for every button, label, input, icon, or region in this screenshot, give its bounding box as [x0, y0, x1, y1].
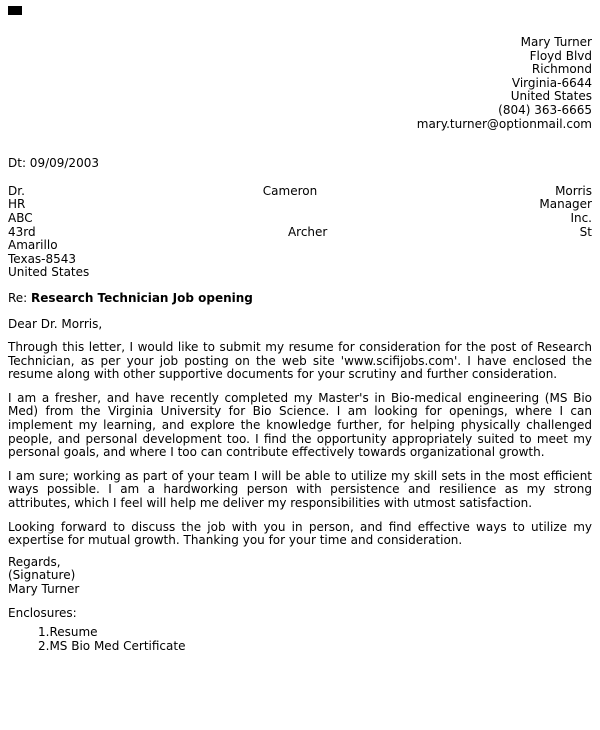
body-paragraph-2: I am a fresher, and have recently completed my Master's in Bio-medical engineering (MS Bio Med) from the Virginia University for Bio Science. I am looking for openings, where I can implement my learning, and explore the knowledge further, for helping physically challenged people, and personal development too. I find the opportunity appropriately suited to meet my personal goals, and where I too can contribute effectively towards organizational growth. [8, 390, 592, 460]
date-line: Dt: 09/09/2003 [8, 156, 99, 171]
recipient-state: Texas-8543 [8, 251, 77, 266]
recipient-city: Amarillo [8, 238, 58, 253]
subject-title: Research Technician Job opening [31, 290, 253, 305]
enclosures-block [8, 607, 592, 654]
sender-street: Floyd Blvd [529, 48, 592, 63]
recipient-dept: HR [8, 197, 26, 212]
salutation: Dear Dr. Morris, [8, 316, 103, 331]
recipient-company: ABC [8, 210, 33, 225]
sender-email: mary.turner@optionmail.com [416, 116, 592, 131]
subject-prefix: Re: [8, 290, 32, 305]
recipient-row-3 [8, 212, 592, 226]
recipient-address-block [8, 185, 592, 280]
recipient-title: Dr. [8, 183, 25, 198]
recipient-row-1 [8, 185, 592, 199]
recipient-street-number: 43rd [8, 224, 36, 239]
recipient-row-2 [8, 198, 592, 212]
recipient-street-name: Archer [287, 224, 328, 239]
sender-city: Richmond [531, 62, 592, 77]
recipient-last-name: Morris [555, 183, 592, 198]
body-paragraph-4: Looking forward to discuss the job with you in person, and find effective ways to utilize my expertise for mutual growth. Thanking you for your time and consideration. [8, 519, 592, 548]
enclosures-list [8, 626, 592, 653]
sender-state: Virginia-6644 [511, 75, 592, 90]
closing-name: Mary Turner [8, 582, 80, 596]
body-paragraph-3: I am sure; working as part of your team I will be able to utilize my skill sets in the most efficient ways possible. I am a hardworking person with persistence and resilience as my strong attributes, which I feel will help me deliver my responsibilities with utmost satisfaction. [8, 468, 592, 511]
enclosure-item-2: 2.MS Bio Med Certificate [38, 638, 186, 653]
subject-line [8, 292, 592, 306]
sender-address-block [8, 36, 592, 131]
corner-artifact-block [8, 6, 22, 15]
enclosures-label: Enclosures: [8, 605, 77, 620]
closing-regards: Regards, [8, 554, 61, 569]
sender-phone: (804) 363-6665 [498, 102, 592, 117]
recipient-role: Manager [539, 197, 592, 212]
closing-signature-placeholder: (Signature) [8, 568, 76, 583]
recipient-street-suffix: St [579, 224, 592, 239]
body-paragraph-1: Through this letter, I would like to submit my resume for consideration for the post of Research Technician, as per your job posting on the web site 'www.scifijobs.com'. I have enclosed the resume along with other supportive documents for your scrutiny and further consideration. [8, 340, 592, 382]
recipient-first-name: Cameron [262, 183, 318, 198]
closing-block [8, 556, 592, 597]
sender-name: Mary Turner [520, 35, 592, 49]
recipient-row-4 [8, 226, 592, 240]
recipient-company-suffix: Inc. [570, 210, 592, 225]
recipient-country: United States [8, 265, 90, 280]
sender-country: United States [510, 89, 592, 104]
enclosure-item-1: 1.Resume [38, 625, 98, 640]
